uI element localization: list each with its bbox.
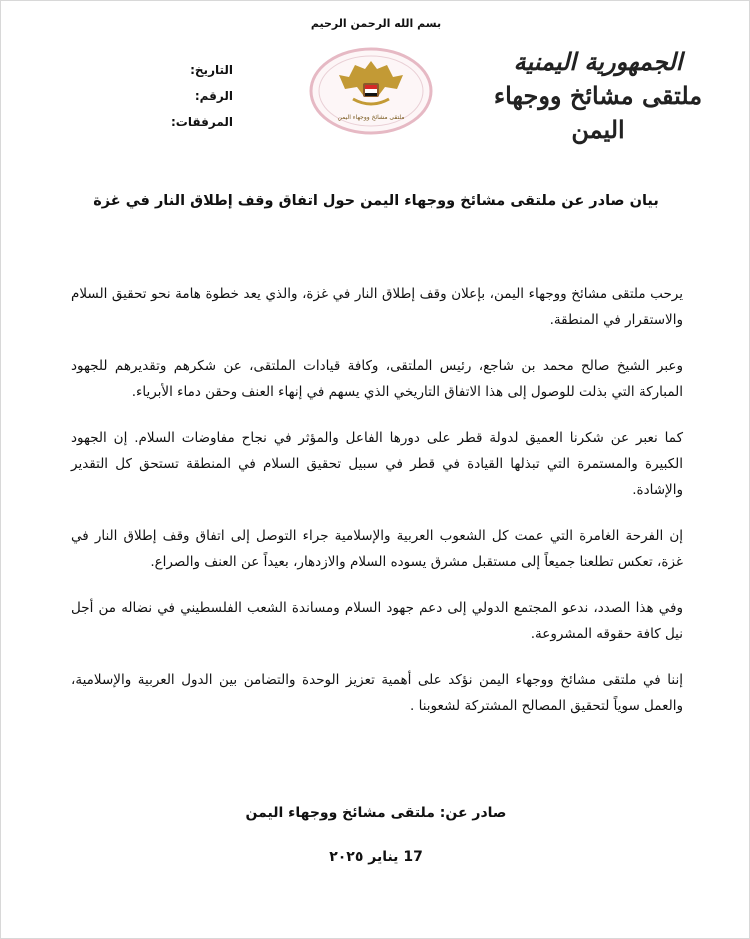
statement-title: بيان صادر عن ملتقى مشائخ ووجهاء اليمن حول اتفاق وقف إطلاق النار في غزة — [93, 193, 659, 209]
organization-name — [483, 45, 713, 147]
statement-date: 17 يناير ٢٠٢٥ — [329, 849, 423, 865]
statement-body — [71, 281, 683, 739]
paragraph: إن الفرحة الغامرة التي عمت كل الشعوب العربية والإسلامية جراء التوصل إلى اتفاق وقف إطلاق النار في غزة، تعكس تطلعنا جميعاً إلى مستقبل مشرق يسوده السلام والازدهار، بعيداً عن العنف والصراع. — [71, 528, 683, 570]
logo-caption: ملتقى مشائخ ووجهاء اليمن — [337, 114, 405, 121]
paragraph: يرحب ملتقى مشائخ ووجهاء اليمن، بإعلان وقف إطلاق النار في غزة، والذي يعد خطوة هامة نحو تحقيق السلام والاستقرار في المنطقة. — [71, 286, 683, 328]
paragraph: إننا في ملتقى مشائخ ووجهاء اليمن نؤكد على أهمية تعزيز الوحدة والتضامن بين الدول العربية والإسلامية، والعمل سوياً لتحقيق المصالح المشتركة لشعوبنا . — [71, 672, 683, 714]
paragraph: وعبر الشيخ صالح محمد بن شاجع، رئيس الملتقى، وكافة قيادات الملتقى، عن شكرهم وتقديرهم للجهود المباركة التي بذلت للوصول إلى هذا الاتفاق التاريخي الذي يسهم في إنهاء العنف وحقن دماء الأبرياء. — [71, 358, 683, 400]
number-label: الرقم: — [194, 89, 233, 103]
attachments-label: المرفقات: — [171, 115, 233, 129]
paragraph: وفي هذا الصدد، ندعو المجتمع الدولي إلى دعم جهود السلام ومساندة الشعب الفلسطيني في نضاله من أجل نيل كافة حقوقه المشروعة. — [71, 600, 683, 642]
document-meta — [171, 57, 233, 135]
paragraph: كما نعبر عن شكرنا العميق لدولة قطر على دورها الفاعل والمؤثر في نجاح مفاوضات السلام. إن الجهود الكبيرة والمستمرة التي تبذلها القيادة في قطر في سبيل تحقيق السلام في المنطقة تستحق كل التقدير والإشادة. — [71, 430, 683, 498]
emblem-logo — [309, 47, 433, 135]
basmala: بسم الله الرحمن الرحيم — [310, 17, 442, 30]
issued-by: صادر عن: ملتقى مشائخ ووجهاء اليمن — [245, 805, 507, 821]
date-label: التاريخ: — [190, 63, 233, 77]
org-name-line2: ملتقى مشائخ ووجهاء اليمن — [493, 81, 703, 144]
org-name-line1: الجمهورية اليمنية — [513, 47, 683, 76]
